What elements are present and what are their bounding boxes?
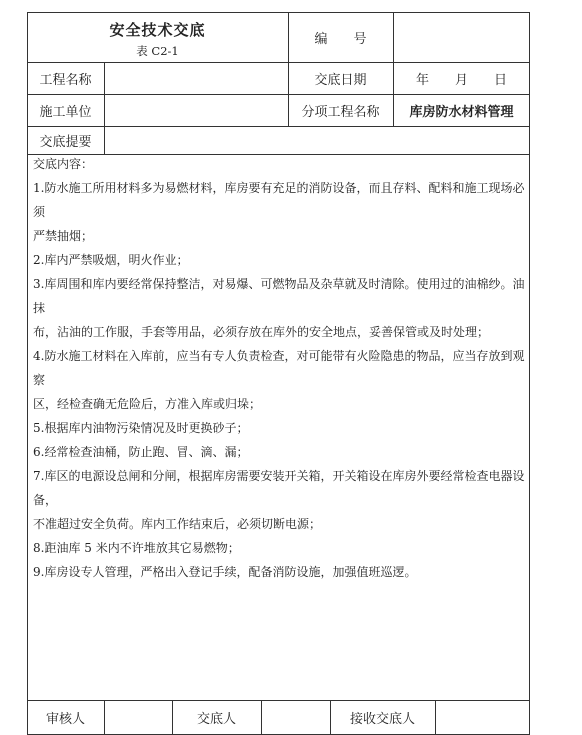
summary-field[interactable] [104, 126, 530, 154]
content-line: 7.库区的电源设总闸和分闸，根据库房需要安装开关箱，开关箱设在库房外要经常检查电器设备， [33, 469, 525, 507]
reviewer-label: 审核人 [45, 712, 85, 727]
content-line: 2.库内严禁吸烟，明火作业； [33, 253, 189, 267]
content-line: 8.距油库 5 米内不许堆放其它易燃物； [33, 541, 240, 555]
content-line: 区，经检查确无危险后，方准入库或归垛； [33, 397, 262, 411]
project-name-label: 工程名称 [39, 72, 92, 88]
form-code: 表 C2-1 [136, 44, 179, 58]
reviewer-field[interactable] [104, 700, 172, 735]
sub-project-field[interactable]: 库房防水材料管理 [409, 104, 514, 120]
content-line: 严禁抽烟； [33, 229, 94, 243]
date-field[interactable]: 年 月 日 [415, 72, 507, 88]
number-field[interactable] [393, 12, 530, 62]
content-line: 1.防水施工所用材料多为易燃材料，库房要有充足的消防设备，而且存料、配料和施工现场必须 [33, 181, 525, 219]
content-heading: 交底内容： [33, 157, 94, 171]
content-line: 6.经常检查油桶，防止跑、冒、滴、漏； [33, 445, 249, 459]
content-line: 5.根据库内油物污染情况及时更换砂子； [33, 421, 249, 435]
receiver-field[interactable] [435, 700, 530, 735]
content-line: 9.库房设专人管理，严格出入登记手续，配备消防设施，加强值班巡逻。 [33, 565, 417, 579]
content-line: 布，沾油的工作服，手套等用品，必须存放在库外的安全地点，妥善保管或及时处理； [33, 325, 490, 339]
date-label: 交底日期 [314, 72, 367, 88]
discloser-label: 交底人 [196, 712, 236, 727]
content-line: 4.防水施工材料在入库前，应当有专人负责检查，对可能带有火险隐患的物品，应当存放到观察 [33, 349, 525, 387]
contractor-label: 施工单位 [39, 104, 92, 120]
receiver-label: 接收交底人 [349, 712, 415, 727]
content-line: 不准超过安全负荷。库内工作结束后，必须切断电源； [33, 517, 322, 531]
form-title: 安全技术交底 [109, 20, 206, 39]
number-label: 编 号 [314, 31, 367, 47]
sub-project-label: 分项工程名称 [301, 104, 380, 120]
summary-label: 交底提要 [39, 134, 92, 150]
content-line: 3.库周围和库内要经常保持整洁，对易爆、可燃物品及杂草就及时清除。使用过的油棉纱。油抹 [33, 277, 525, 315]
discloser-field[interactable] [261, 700, 330, 735]
contractor-field[interactable] [104, 94, 288, 126]
disclosure-content [33, 152, 525, 584]
project-name-field[interactable] [104, 62, 288, 94]
